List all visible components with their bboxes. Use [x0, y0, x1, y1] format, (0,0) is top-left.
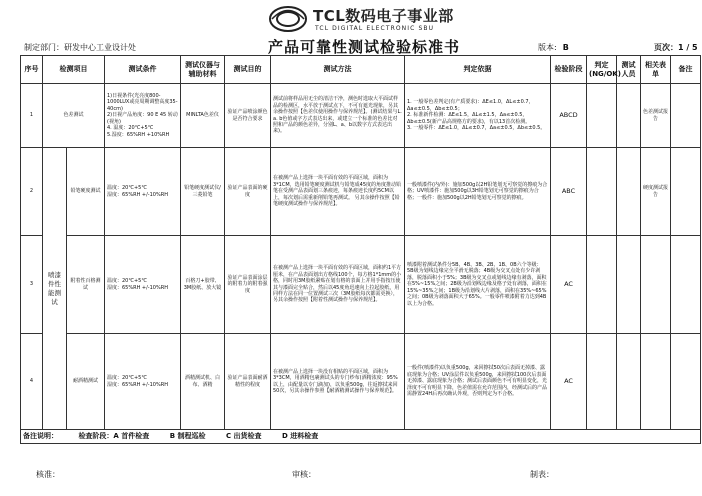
logo-title: TCL数码电子事业部: [313, 7, 454, 25]
row-method: 在被测产品上选择一块没有相贴的平面区域，面积为3*3CM，用酒精包裹测试头的专门纱布(酒精浓度：95%以上，由配量以专门滴加)，以负重500g，往返擦拭来回50次，另其余操作参照【耐酒精测试操作与保养规范】。: [271, 334, 405, 430]
table-row: [21, 236, 701, 334]
group-label: 喷漆件性能测试: [43, 148, 67, 430]
col-method: 测试方法: [271, 56, 405, 84]
row-cond: 温度：20℃+5℃ 湿度：65%RH +/-10%RH: [105, 236, 181, 334]
row-cond: 温度：20℃+5℃ 湿度：65%RH +/-10%RH: [105, 334, 181, 430]
note-stage-b: B 制程巡检: [169, 432, 206, 441]
reliability-table: [20, 55, 701, 444]
col-cond: 测试条件: [105, 56, 181, 84]
row-tester: [617, 334, 641, 430]
note-stage-a: 检查阶段：A 首件检查: [78, 432, 150, 441]
row-stage: AC: [551, 334, 587, 430]
tcl-logo-icon: [268, 4, 308, 34]
row-stage: ABC: [551, 148, 587, 236]
row-form: [641, 236, 671, 334]
col-form: 相关表单: [641, 56, 671, 84]
row-form: 色差测试报告: [641, 84, 671, 148]
col-seq: 序号: [21, 56, 43, 84]
header-row: [21, 56, 701, 84]
page-title: 产品可靠性测试检验标准书: [268, 38, 461, 56]
page-number: 页次：1 / 5: [654, 43, 698, 52]
note-row: [21, 430, 701, 444]
row-criteria: 一般件(喷漆件)以负重500g，来回擦拭50次后表面无掉漆、露底现象为合格；UV涂层件以负重500g，来回擦拭100次后表面无掉漆、露底现象为合格；测试后表面颜色不可有明显变化，光泽度不可有明显下降，色差值需在允许范围内，经测试后的产品需静置24H后再次确认外观，否则判定为不合格。: [405, 334, 551, 430]
row-stage: ABCD: [551, 84, 587, 148]
approve-label: 核准：: [36, 470, 60, 479]
col-stage: 检验阶段: [551, 56, 587, 84]
row-instr: 百格刀+胶带、3M胶纸、放大镜: [181, 236, 225, 334]
version-label: 版本:: [538, 43, 557, 52]
row-remark: [671, 84, 701, 148]
row-seq: 3: [21, 236, 43, 334]
row-criteria: 1. 一般零色差判定(有产质要求)：ΔE≤1.0，ΔL≤±0.7，Δa≤±0.5，Δb≤±0.5； 2. 标准新件检测：ΔE≤1.5，ΔL≤±1.5，Δa≤±0.5，Δb≤±0.5(新产品高规格方的要求)，有以13首次检测。 3. 一般零件：ΔE≤1.0，ΔL≤±0.7，Δa≤±0.5，Δb≤±0.5。: [405, 84, 551, 148]
version-value: B: [562, 43, 569, 52]
row-item: 铅笔硬度测试: [67, 148, 105, 236]
row-tester: [617, 148, 641, 236]
row-instr: MINLTA色差仪: [181, 84, 225, 148]
row-tester: [617, 84, 641, 148]
row-tester: [617, 236, 641, 334]
row-seq: 4: [21, 334, 43, 430]
col-judge: 判定(NG/OK): [587, 56, 617, 84]
row-judge: [587, 236, 617, 334]
row-purpose: 验证产品喷涂颜色是否符合要求: [225, 84, 271, 148]
row-remark: [671, 236, 701, 334]
col-instr: 测试仪器与辅助材料: [181, 56, 225, 84]
row-instr: 铅笔硬度测试仪/三菱铅笔: [181, 148, 225, 236]
row-method: 在被测产品上选择一块平面有效的平面区域，面积约1平方厘米，在产品表面划出方格线100个，每方格1*1mm的小格，同时用3M胶纸紧贴在划有格的表面上并用手指按压使其与漆面完全贴合，然后以45度角迅速向上拉起胶纸，用同样方法在同一位置测试三次（3M胶纸每次都需更换），另其余操作按照【附着性测试操作与保养规范】。: [271, 236, 405, 334]
row-purpose: 验证产品表面的硬度: [225, 148, 271, 236]
row-item: 耐酒精测试: [67, 334, 105, 430]
prepare-label: 制表：: [530, 470, 554, 479]
col-item: 检测项目: [43, 56, 105, 84]
row-remark: [671, 148, 701, 236]
row-seq: 2: [21, 148, 43, 236]
department: 制定部门：研发中心工业设计处: [24, 43, 136, 52]
col-criteria: 判定依据: [405, 56, 551, 84]
row-seq: 1: [21, 84, 43, 148]
col-remark: 备注: [671, 56, 701, 84]
company-logo: [268, 2, 498, 40]
row-purpose: 验证产品表面耐酒精性的程度: [225, 334, 271, 430]
row-form: [641, 334, 671, 430]
logo-subtitle: TCL DIGITAL ELECTRONIC SBU: [315, 25, 435, 32]
review-label: 审核：: [292, 470, 316, 479]
row-item: 色差测试: [43, 84, 105, 148]
stage-note: [21, 430, 701, 444]
row-judge: [587, 84, 617, 148]
row-criteria: 喷漆附着测试条件分5B、4B、3B、2B、1B、0B六个等级：5B级为划线边缘完全平滑无脱落；4B级为交叉点处有少许剥落，脱落面积小于5%；3B级为交叉点或划线边缘有剥落，面积在5%~15%之间；2B级为沿划线边缘及格子处有剥落，面积在15%~35%之间；1B级为沿划线大片剥落，面积在35%~65%之间；0B级为剥落面积大于65%。一般零件喷漆附着力达到4B以上为合格。: [405, 236, 551, 334]
note-stage-d: D 进料检查: [281, 432, 319, 441]
table-row: [21, 334, 701, 430]
row-purpose: 验证产品表面涂层的附着力的附着强度: [225, 236, 271, 334]
note-stage-c: C 出货检查: [225, 432, 262, 441]
col-tester: 测试人员: [617, 56, 641, 84]
row-form: 硬度测试报告: [641, 148, 671, 236]
table-row: [21, 84, 701, 148]
row-cond: 温度：20℃+5℃ 湿度：65%RH +/-10%RH: [105, 148, 181, 236]
row-stage: AC: [551, 236, 587, 334]
row-judge: [587, 148, 617, 236]
row-instr: 酒精测试机、白布、酒精: [181, 334, 225, 430]
row-method: 测试前将样品用无尘的清洁干净，测色时选取大平面试样品的检测区，水平放于测试点下，不可有遮光现象，另其余操作按照【色差仪使用操作与保养规范】。(测试结果与L. a. b色值或字方式表达出来，或建立一个标准的色差比对照和产品的颜色差异，分别L、a、b以数字方式表达出来)。: [271, 84, 405, 148]
row-item: 附着性百格测试: [67, 236, 105, 334]
version: [538, 42, 569, 53]
col-purpose: 测试目的: [225, 56, 271, 84]
row-criteria: 一般喷漆件(内/外)：施加500g以2H铅笔划无可察觉的擦痕为合格；UV喷漆件：施加500g以3H铅笔划无可察觉的擦痕为合格；一般件：施加500g以2H铅笔划无可察觉的擦痕。: [405, 148, 551, 236]
row-method: 在被测产品上选择一块平面有效的平面区域，面积为3*1CM，选用铅笔硬度测试机与铅笔成45度的角度推动铅笔在受测产品表面划三条痕迹，每条痕迹长度约5CM以上，每次划后需重新削铅笔再测试。 另其余操作按照【铅笔硬度测试操作与保养规范】。: [271, 148, 405, 236]
table-row: [21, 148, 701, 236]
note-label: 备注说明：: [23, 432, 58, 441]
row-remark: [671, 334, 701, 430]
row-judge: [587, 334, 617, 430]
row-cond: 1)日视条件(光亮度800-1000LUX或亮周期调整高度35-40cm) 2)日视产品角度：90 E 45 转动(视角) 4. 温度：20℃+5℃ 5.湿度：65%RH +10%RH: [105, 84, 181, 148]
